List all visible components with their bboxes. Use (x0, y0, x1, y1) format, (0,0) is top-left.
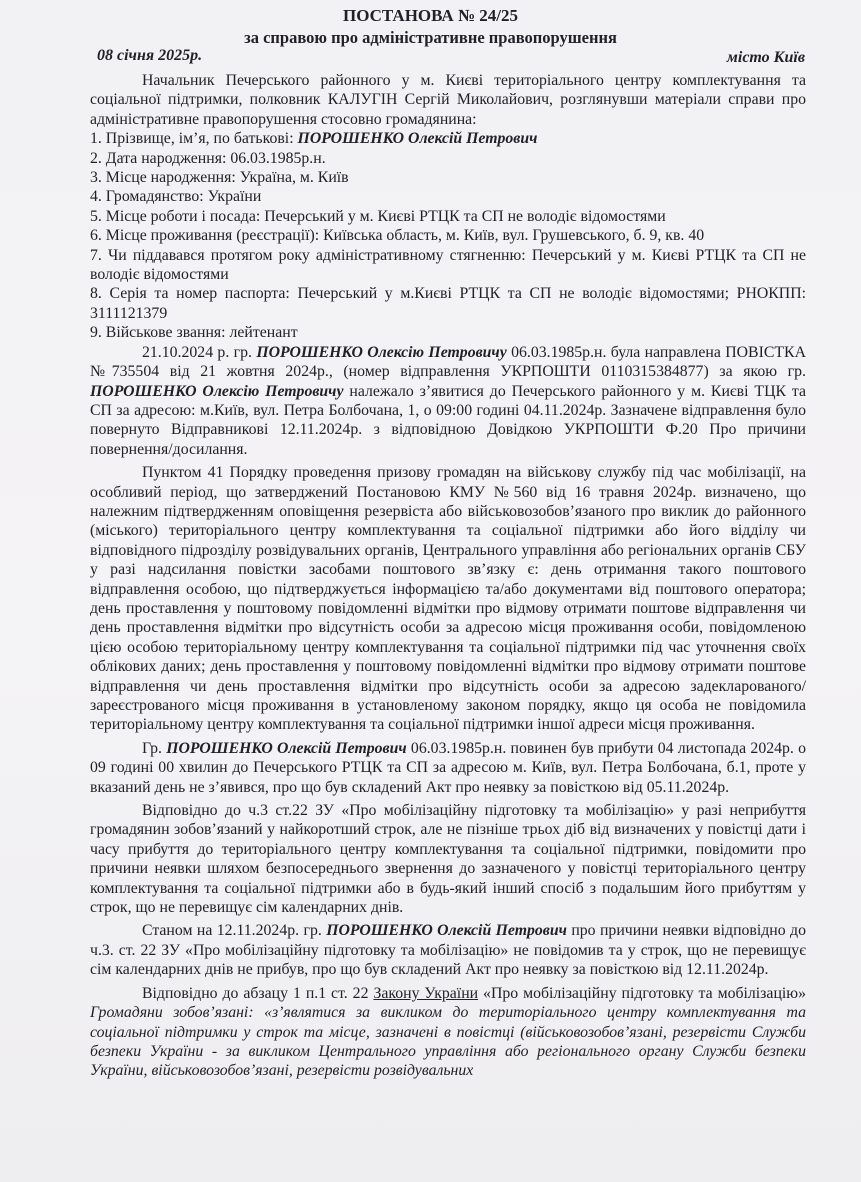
person-name: ПОРОШЕНКО Олексій Петрович (166, 739, 407, 757)
quoted-obligations: Громадяни зобов’язані: «з’являтися за викликом до територіального центру комплектування та соціальної підтримки у строк та місце, зазначені в повістці (військовозобов’язані, резервісти Служби безпеки України - за викликом Центрального управління або регіонального органу Служби безпеки України, військовозобов’язані, резервісти розвідувальних (90, 1004, 806, 1080)
document-title: ПОСТАНОВА № 24/25 (343, 6, 518, 25)
text-run: 06.03.1985р.н. була направлена ПОВІСТКА №735504 від 21 жовтня 2024р., (номер відправлення УКРПОШТИ 0110315384877) за якою гр. (90, 343, 806, 381)
item-value: лейтенант (229, 324, 298, 342)
document-city: місто Київ (726, 49, 805, 66)
paragraph-status (90, 921, 806, 979)
item-penalties (90, 246, 806, 285)
person-name: ПОРОШЕНКО Олексію Петровичу (256, 343, 507, 361)
item-value: Київська область, м. Київ, вул. Грушевського, б. 9, кв. 40 (323, 227, 705, 245)
document-date: 08 січня 2025р. (97, 47, 203, 64)
text-run: 21.10.2024 р. гр. (142, 343, 257, 361)
intro-paragraph: Начальник Печерського районного у м. Києві територіального центру комплектування та соціальної підтримки, полковник КАЛУГІН Сергій Миколайович, розглянувши матеріали справи про адміністративне правопорушення стосовно громадянина: (90, 72, 806, 128)
item-label: 4. Громадянство: (90, 188, 204, 206)
text-run: належало з’явитися до Печерського районного у м. Києві ТЦК та СП за адресою: м.Київ, вул. Петра Болбочана, 1, о 09:00 годині 04.11.2024р. Зазначене відправлення було повернуто Відправникові 12.11.2024р. з відповідною Довідкою УКРПОШТИ Ф.20 Про причини повернення/досилання. (90, 382, 807, 458)
item-value: Україна, м. Київ (239, 169, 349, 187)
text-run: Відповідно до абзацу 1 п.1 ст. 22 (142, 984, 374, 1002)
paragraph-obligations (90, 984, 806, 1081)
document-subtitle: за справою про адміністративне правопорушення (244, 28, 617, 47)
item-label: 6. Місце проживання (реєстрації): (90, 227, 320, 245)
item-value: 06.03.1985р.н. (230, 149, 326, 167)
item-value: України (207, 188, 262, 206)
item-birth-date (90, 149, 806, 168)
text-run: 06.03.1985р.н. повинен був прибути 04 листопада 2024р. о 09 годині 00 хвилин до Печерського РТЦК та СП за адресою м. Київ, вул. Петра Болбочана, б.1, проте у вказаний день не з’явився, про що був складений Акт про неявку за повісткою від 05.11.2024р. (90, 739, 807, 796)
item-citizenship (90, 187, 806, 206)
law-reference: Закону України (373, 984, 479, 1002)
paragraph-law-article: Відповідно до ч.3 ст.22 ЗУ «Про мобілізаційну підготовку та мобілізацію» у разі неприбуття громадянин зобов’язаний у найкоротший строк, але не пізніше трьох діб від визначених у повістці дати і часу прибуття до територіального центру комплектування та соціальної підтримки, повідомити про причини неявки шляхом безпосереднього звернення до зазначеного у повістці територіального центру комплектування та соціальної підтримки або в будь-який інший спосіб з подальшим його прибуттям у строк, що не перевищує сім календарних днів. (90, 802, 806, 917)
item-residence (90, 226, 806, 245)
item-label: 9. Військове звання: (90, 324, 226, 342)
paragraph-absence (90, 739, 806, 797)
item-label: 5. Місце роботи і посада: (90, 207, 261, 225)
text-run: Гр. (142, 739, 167, 757)
person-name: ПОРОШЕНКО Олексій Петрович (326, 922, 567, 940)
item-label: 2. Дата народження: (90, 149, 227, 167)
text-run: Станом на 12.11.2024р. гр. (142, 922, 327, 940)
paragraph-summons (90, 343, 806, 459)
item-birth-place (90, 168, 806, 187)
paragraph-regulation: Пунктом 41 Порядку проведення призову громадян на військову службу під час мобілізації, на особливий період, що затверджений Постановою КМУ №560 від 16 травня 2024р. визначено, що належним підтвердженням оповіщення резервіста або військовозобов’язаного про виклик до районного (міського) територіального центру комплектування та соціальної підтримки або його відділу чи відповідного підрозділу розвідувальних органів, Центрального управління або регіональних органів СБУ у разі надсилання повістки засобами поштового зв’язку є: день отримання такого поштового відправлення особою, що підтверджується інформацією та/або документами від поштового оператора; день проставлення у поштовому повідомленні відмітки про відмову отримати поштове відправлення чи день проставлення відмітки про відсутність особи за адресою місця проживання особи, повідомленою цією особою територіальному центру комплектування та соціальної підтримки під час уточнення своїх облікових даних; день проставлення у поштовому повідомленні відмітки про відмову отримати поштове відправлення чи день проставлення відмітки про відсутність особи за адресою задекларованого/зареєстрованого місця проживання в установленому законом порядку, якщо ця особа не повідомила територіальному центру комплектування та соціальної підтримки іншої адреси місця проживання. (90, 464, 806, 734)
item-label: 7. Чи піддавався протягом року адміністративному стягненню: (90, 246, 526, 264)
text-run: «Про мобілізаційну підготовку та мобілізацію» (478, 984, 806, 1002)
item-value: Печерський у м. Києві РТЦК та СП не володіє відомостями (90, 246, 807, 284)
item-label: 3. Місце народження: (90, 169, 236, 187)
item-label: 8. Серія та номер паспорта: (90, 285, 290, 303)
item-label: 1. Прізвище, ім’я, по батькові: (90, 130, 294, 148)
person-name: ПОРОШЕНКО Олексію Петровичу (90, 382, 344, 400)
item-full-name (90, 129, 806, 148)
text-run: про причини неявки відповідно до ч.3. ст. 22 ЗУ «Про мобілізаційну підготовку та мобілізацію» не повідомив та у строк, що не перевищує сім календарних днів не прибув, про що був складений Акт про неявку за повісткою від 12.11.2024р. (90, 922, 806, 979)
item-value: Печерський у м. Києві РТЦК та СП не володіє відомостями (264, 207, 666, 225)
item-value: ПОРОШЕНКО Олексій Петрович (297, 130, 538, 148)
item-rank (90, 323, 806, 342)
item-passport (90, 284, 806, 323)
item-value: Печерський у м.Києві РТЦК та СП не володіє відомостями; РНОКПП: 3111121379 (90, 285, 806, 322)
document-body (90, 71, 806, 1081)
item-workplace (90, 207, 806, 226)
